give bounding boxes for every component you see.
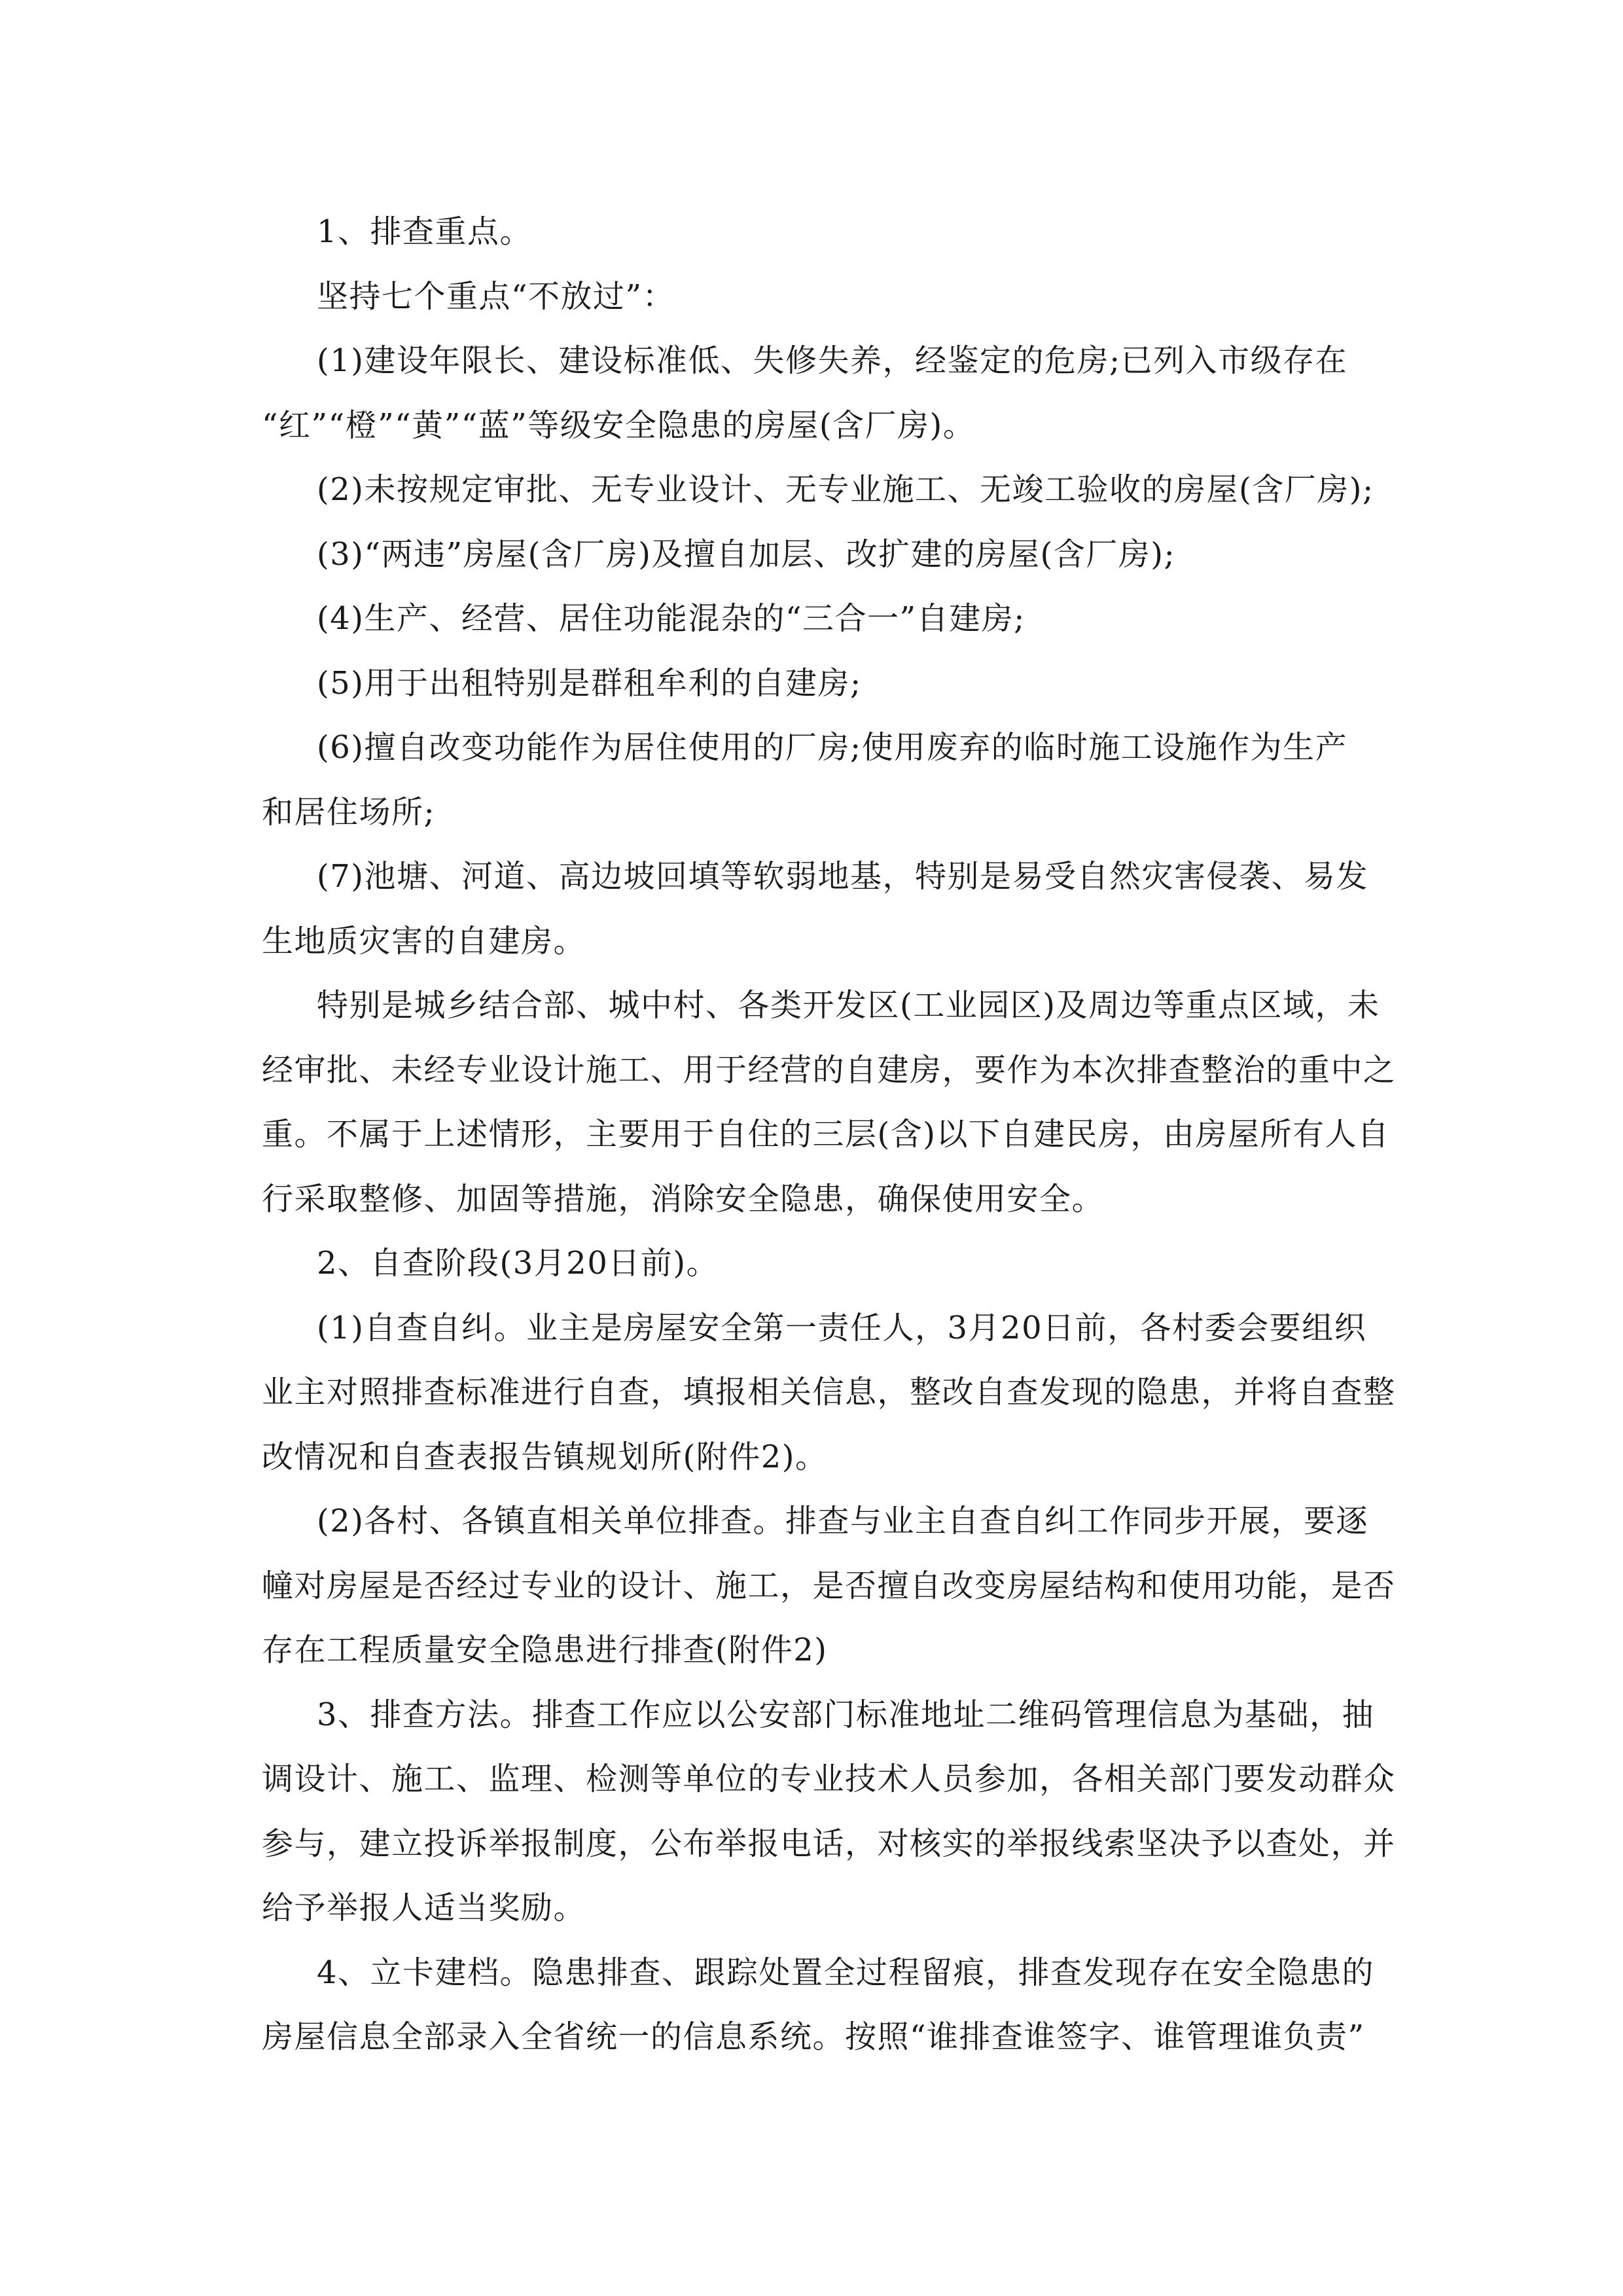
text-line: (5)用于出租特别是群租牟利的自建房;: [317, 664, 862, 702]
paragraph: [262, 329, 1380, 457]
paragraph: [289, 586, 1380, 651]
text-line: 业主对照排查标准进行自查，填报相关信息，整改自查发现的隐患，并将自查整: [262, 1374, 1396, 1410]
text-line: 2、自查阶段(3月20日前)。: [317, 1245, 719, 1282]
paragraph: [262, 973, 1396, 1231]
text-line: (2)各村、各镇直相关单位排查。排查与业主自查自纠工作同步开展，要逐: [317, 1503, 1368, 1539]
paragraph: [262, 844, 1380, 973]
text-line: 改情况和自查表报告镇规划所(附件2)。: [262, 1438, 828, 1475]
text-line: (6)擅自改变功能作为居住使用的厂房;使用废弃的临时施工设施作为生产: [317, 729, 1348, 766]
text-line: 房屋信息全部录入全省统一的信息系统。按照“谁排查谁签字、谁管理谁负责”: [262, 2018, 1365, 2055]
text-line: 特别是城乡结合部、城中村、各类开发区(工业园区)及周边等重点区域，未: [317, 987, 1380, 1024]
paragraph: [289, 264, 1380, 329]
text-line: (3)“两违”房屋(含厂房)及擅自加层、改扩建的房屋(含厂房);: [317, 535, 1176, 573]
text-line: 生地质灾害的自建房。: [262, 922, 586, 960]
text-line: (1)自查自纠。业主是房屋安全第一责任人，3月20日前，各村委会要组织: [317, 1309, 1367, 1346]
text-line: 3、排查方法。排查工作应以公安部门标准地址二维码管理信息为基础，抽: [317, 1696, 1375, 1733]
paragraph: [262, 715, 1380, 844]
text-line: 和居住场所;: [262, 793, 436, 831]
text-line: (7)池塘、河道、高边坡回填等软弱地基，特别是易受自然灾害侵袭、易发: [317, 858, 1368, 895]
text-line: 经审批、未经专业设计施工、用于经营的自建房，要作为本次排查整治的重中之: [262, 1051, 1396, 1088]
text-line: 坚持七个重点“不放过”：: [317, 278, 675, 315]
paragraph: [262, 1489, 1396, 1683]
paragraph: [289, 1231, 1380, 1296]
text-line: 参与，建立投诉举报制度，公布举报电话，对核实的举报线索坚决予以查处，并: [262, 1825, 1396, 1862]
text-line: 行采取整修、加固等措施，消除安全隐患，确保使用安全。: [262, 1180, 1105, 1217]
document-body: [262, 200, 1396, 2070]
text-line: (2)未按规定审批、无专业设计、无专业施工、无竣工验收的房屋(含厂房);: [317, 471, 1374, 508]
paragraph: [262, 1296, 1396, 1490]
paragraph: [289, 200, 1380, 264]
text-line: (4)生产、经营、居住功能混杂的“三合一”自建房;: [317, 600, 1026, 637]
text-line: “红”“橙”“黄”“蓝”等级安全隐患的房屋(含厂房)。: [262, 406, 976, 444]
paragraph: [289, 651, 1380, 716]
text-line: 1、排查重点。: [317, 213, 533, 250]
paragraph: [289, 522, 1380, 587]
text-line: 重。不属于上述情形，主要用于自住的三层(含)以下自建民房，由房屋所有人自: [262, 1116, 1390, 1153]
paragraph: [262, 1941, 1380, 2070]
paragraph: [262, 1683, 1396, 1941]
text-line: 幢对房屋是否经过专业的设计、施工，是否擅自改变房屋结构和使用功能，是否: [262, 1567, 1396, 1604]
text-line: 给予举报人适当奖励。: [262, 1890, 586, 1926]
text-line: 存在工程质量安全隐患进行排查(附件2): [262, 1632, 828, 1668]
paragraph: [289, 457, 1380, 522]
text-line: 4、立卡建档。隐患排查、跟踪处置全过程留痕，排查发现存在安全隐患的: [317, 1954, 1375, 1991]
text-line: (1)建设年限长、建设标准低、失修失养，经鉴定的危房;已列入市级存在: [317, 342, 1348, 379]
text-line: 调设计、施工、监理、检测等单位的专业技术人员参加，各相关部门要发动群众: [262, 1761, 1396, 1797]
